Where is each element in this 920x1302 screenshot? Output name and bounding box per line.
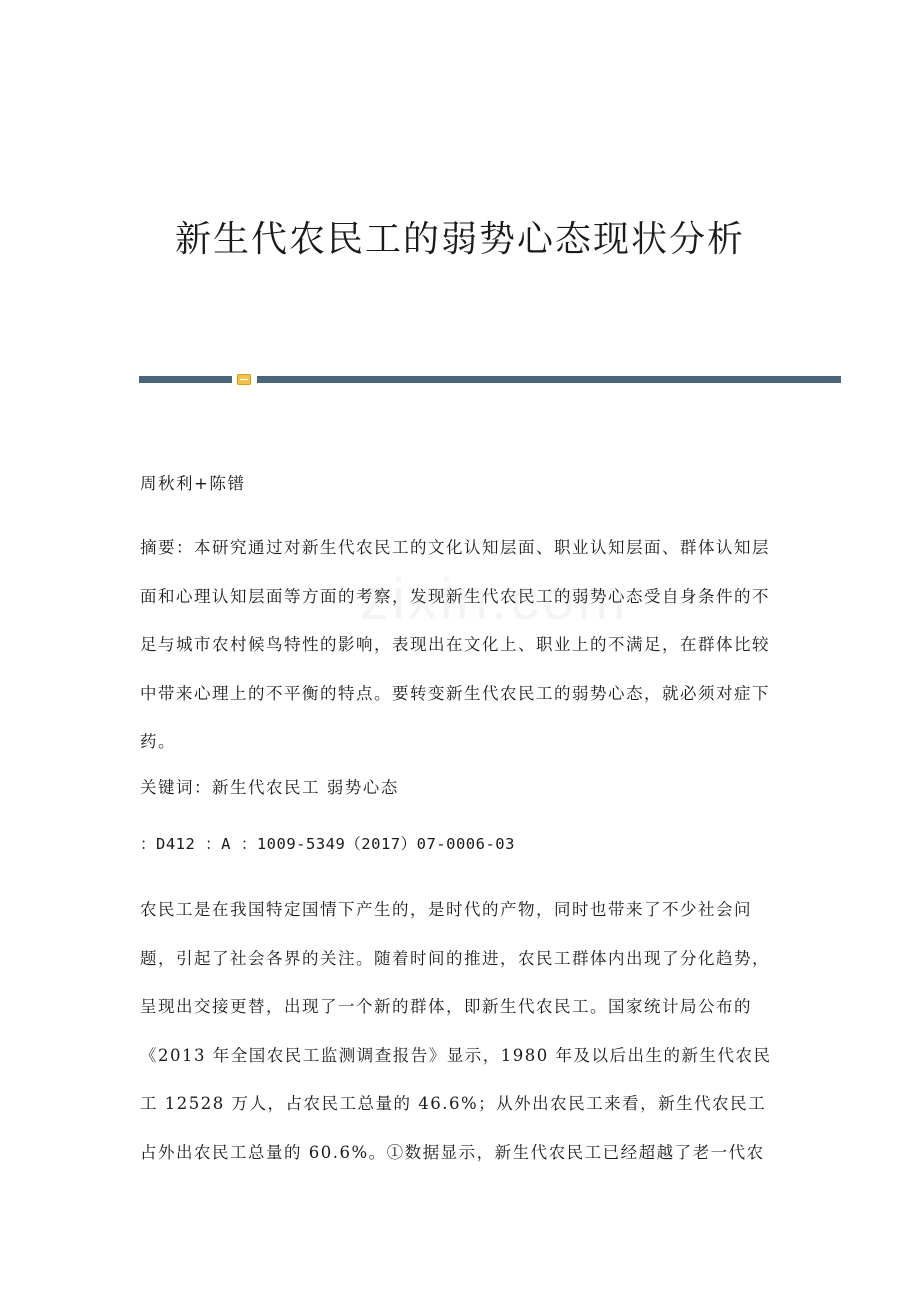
authors: 周秋利+陈镨 [140, 474, 246, 493]
divider-bar-left [139, 376, 232, 383]
abstract-paragraph: 摘要：本研究通过对新生代农民工的文化认知层面、职业认知层面、群体认知层面和心理认知层面等方面的考察，发现新生代农民工的弱势心态受自身条件的不足与城市农村候鸟特性的影响，表现出在文化上、职业上的不满足，在群体比较中带来心理上的不平衡的特点。要转变新生代农民工的弱势心态，就必须对症下药。 [140, 538, 770, 751]
keywords-line: 关键词：新生代农民工 弱势心态 [140, 778, 399, 797]
divider-bar-right [257, 376, 841, 383]
document-title: 新生代农民工的弱势心态现状分析 [174, 219, 745, 260]
body-paragraph: 农民工是在我国特定国情下产生的，是时代的产物，同时也带来了不少社会问题，引起了社会各界的关注。随着时间的推进，农民工群体内出现了分化趋势，呈现出交接更替，出现了一个新的群体，即新生代农民工。国家统计局公布的《2013 年全国农民工监测调查报告》显示，1980 年及以后出生的新生代农民工 12528 万人，占农民工总量的 46.6%；从外出农民工来看，新生代农民工占外出农民工总量的 60.6%。①数据显示，新生代农民工已经超越了老一代农 [140, 900, 772, 1162]
divider-ornament-icon [237, 374, 251, 385]
classification-codes: ：D412 ：A ：1009-5349（2017）07-0006-03 [140, 835, 515, 853]
title-divider [139, 374, 841, 384]
